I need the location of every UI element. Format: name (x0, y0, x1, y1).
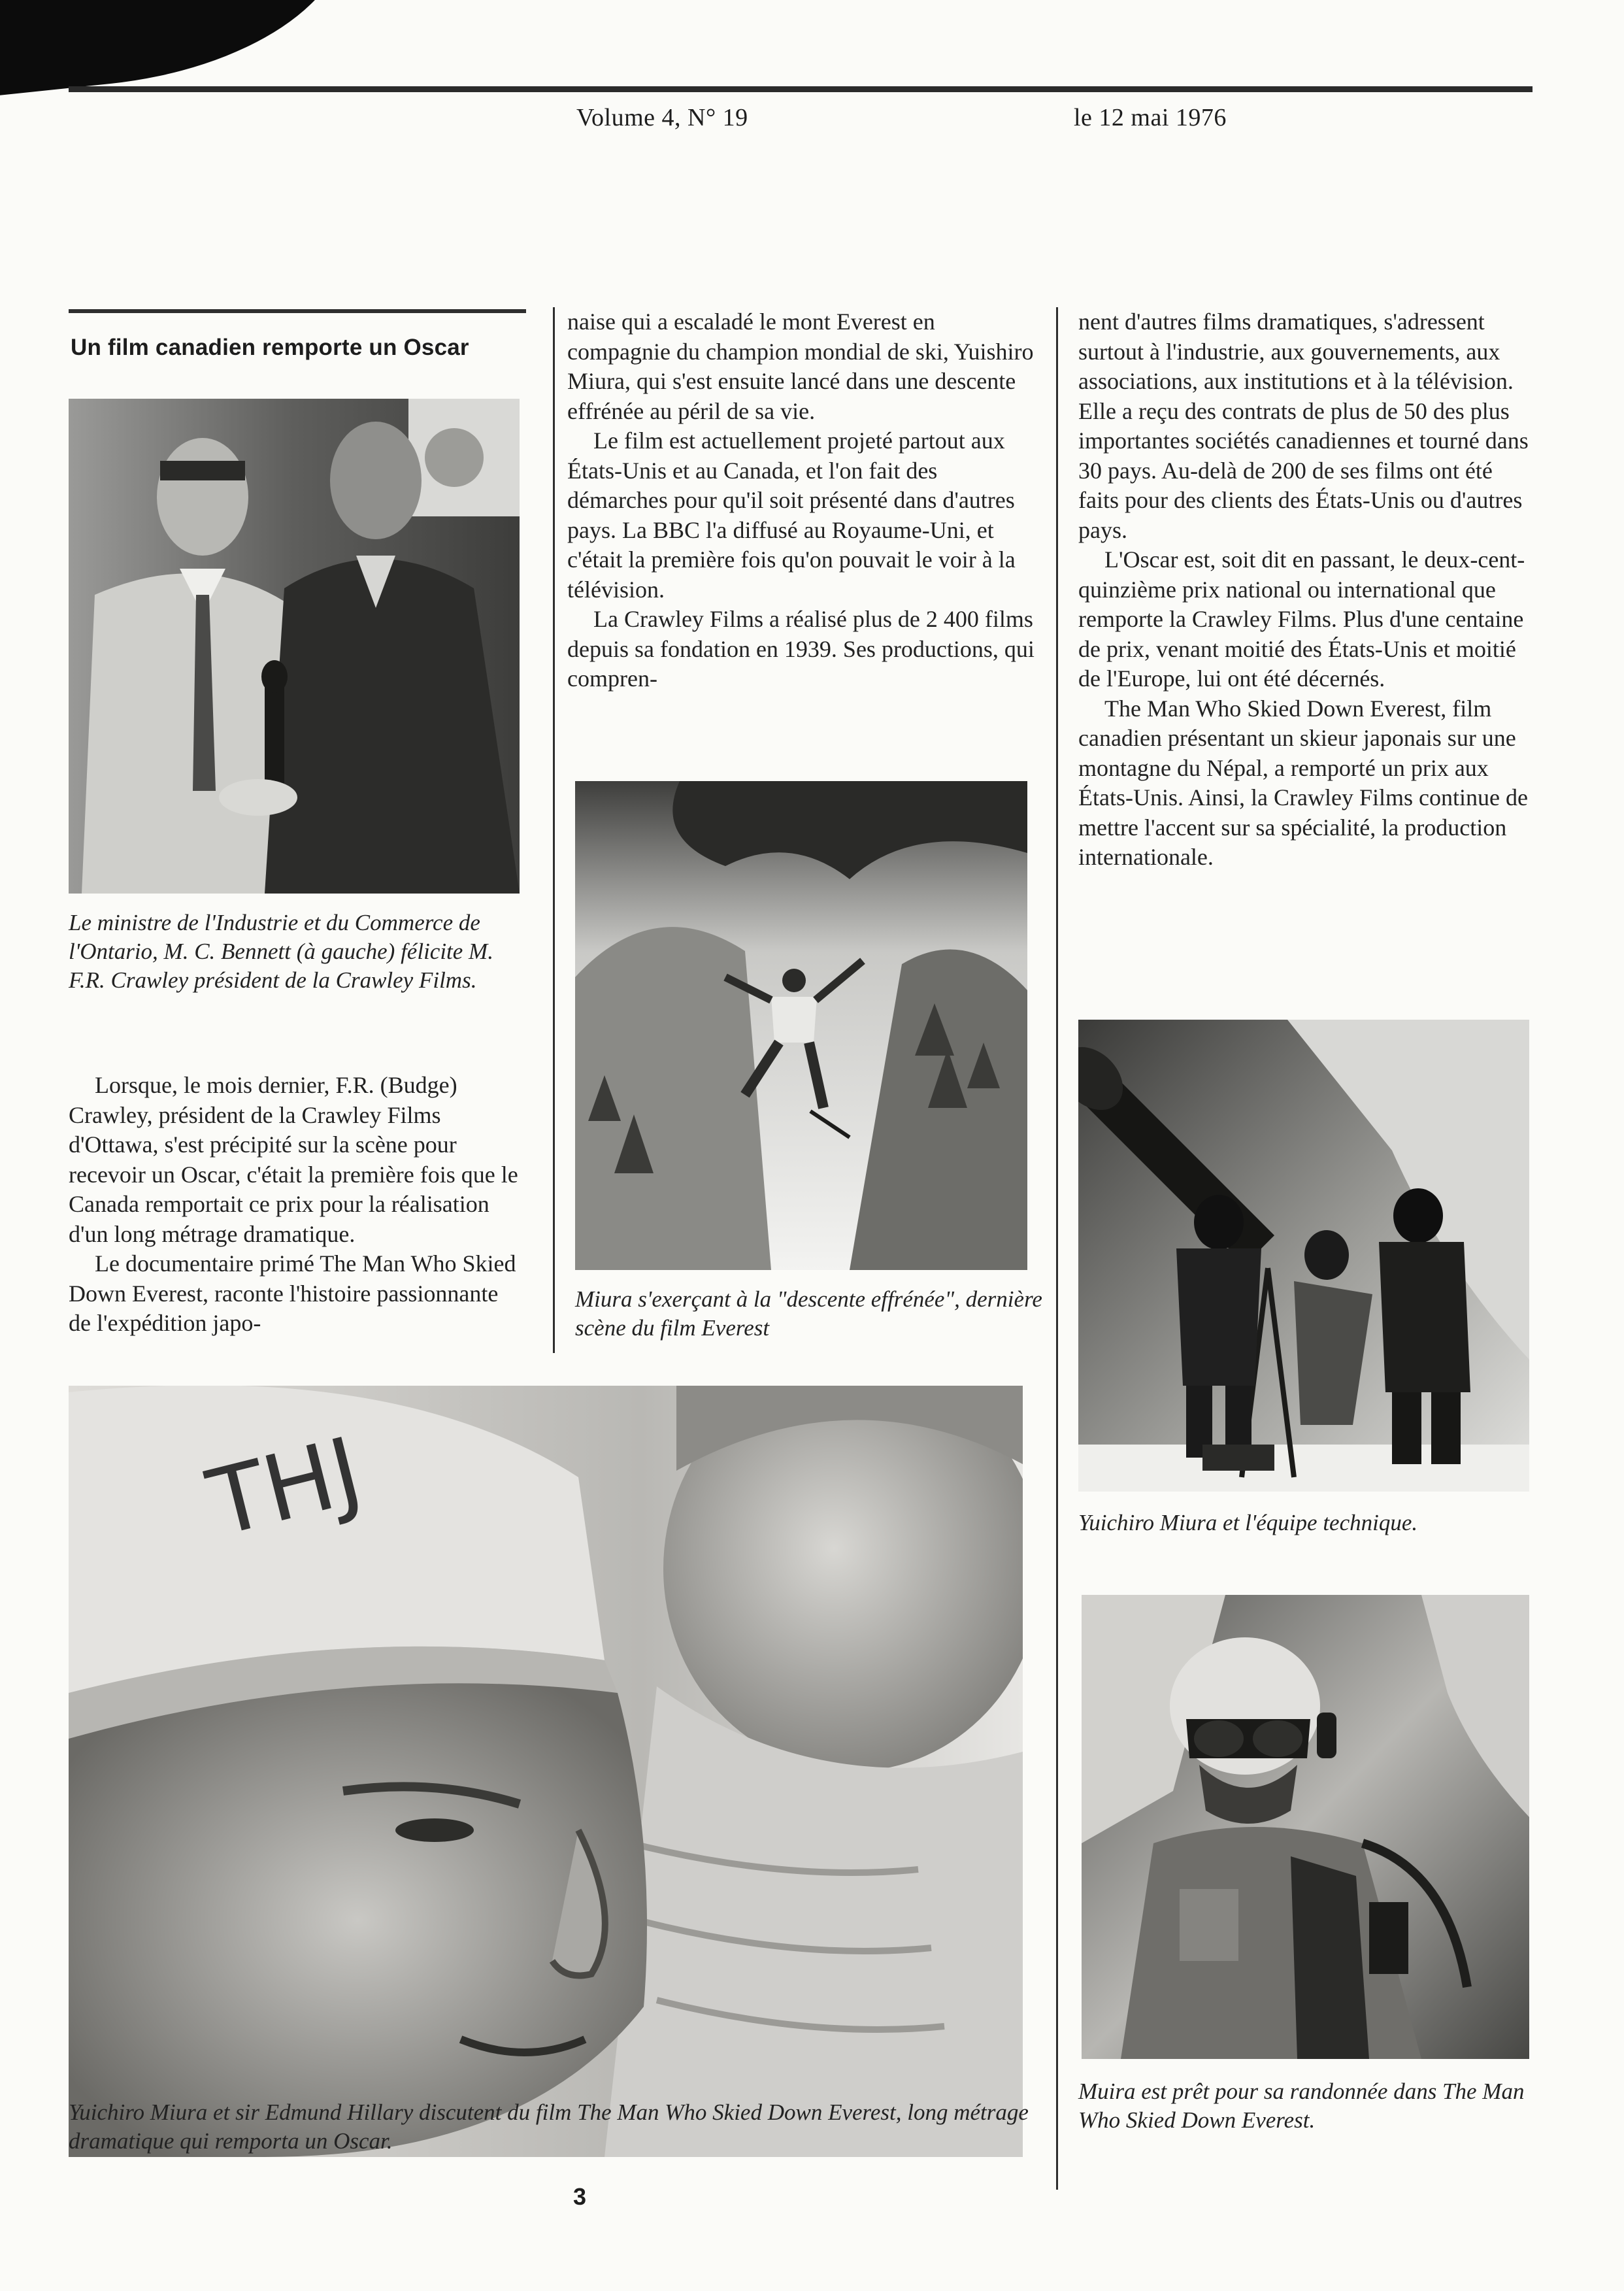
header-rule (69, 86, 1533, 92)
photo-miura-hillary (69, 1386, 1023, 2157)
article-column-1 (69, 1071, 526, 1339)
column-divider-2 (1056, 307, 1058, 2190)
col2-paragraph-2: Le film est actuellement projeté partout aux États-Unis et au Canada, et l'on fait des démarches pour qu'il soit présenté dans d'autres pays. La BBC l'a diffusé au Royaume-Uni, et c'était la première fois qu'on pouvait le voir à la télévision. (567, 427, 1016, 603)
column-divider-1 (553, 307, 555, 1353)
title-rule (69, 309, 526, 313)
col3-paragraph-3: The Man Who Skied Down Everest, film canadien présentant un skieur japonais sur une montagne du Népal, a remporté un prix aux États-Unis. Ainsi, la Crawley Films continue de mettre l'accent sur sa spécialité, la production internationale. (1078, 695, 1528, 870)
col3-paragraph-1: nent d'autres films dramatiques, s'adressent surtout à l'industrie, aux gouvernements, aux associations, aux institutions et à la télévision. Elle a reçu des contrats de plus de 50 des plus importantes sociétés canadiennes et tourné dans 30 pays. Au-delà de 200 de ses films ont été faits pour des clients des États-Unis ou d'autres pays. (1078, 309, 1529, 543)
issue-date: le 12 mai 1976 (1074, 104, 1227, 131)
article-title: Un film canadien remporte un Oscar (71, 335, 469, 360)
col3-paragraph-2: L'Oscar est, soit dit en passant, le deux-cent-quinzième prix national ou international que remporte la Crawley Films. Plus d'une centaine de prix, venant moitié des États-Unis et moitié de l'Europe, lui ont été décernés. (1078, 546, 1525, 692)
col2-paragraph-3: La Crawley Films a réalisé plus de 2 400 films depuis sa fondation en 1939. Ses productions, qui compren- (567, 606, 1035, 692)
caption-oscar-photo: Le ministre de l'Industrie et du Commerce de l'Ontario, M. C. Bennett (à gauche) félicite M. F.R. Crawley président de la Crawley Films. (69, 910, 493, 993)
photo-skier-jump (575, 781, 1027, 1270)
photo-technical-crew (1078, 1020, 1529, 1492)
page-number: 3 (573, 2183, 587, 2210)
caption-ski-photo: Miura s'exerçant à la "descente effrénée", dernière scène du film Everest (575, 1286, 1042, 1341)
caption-hillary-photo: Yuichiro Miura et sir Edmund Hillary discutent du film The Man Who Skied Down Everest, long métrage dramatique qui remporta un Oscar. (69, 2099, 1029, 2154)
caption-crew-photo: Yuichiro Miura et l'équipe technique. (1078, 1510, 1418, 1535)
cap-scrawl: THJ (198, 1417, 372, 1558)
col2-paragraph-1: naise qui a escaladé le mont Everest en compagnie du champion mondial de ski, Yuishiro Miura, qui s'est ensuite lancé dans une descente effrénée au péril de sa vie. (567, 309, 1034, 424)
photo-oscar-presentation (69, 399, 520, 894)
scan-blot (0, 0, 359, 99)
article-column-3 (1078, 307, 1529, 873)
photo-miura-gear (1082, 1595, 1529, 2059)
col1-paragraph-1: Lorsque, le mois dernier, F.R. (Budge) Crawley, président de la Crawley Films d'Ottawa, s'est précipité sur la scène pour recevoir un Oscar, c'était la première fois que le Canada remportait ce prix pour la réalisation d'un long métrage dramatique. (69, 1072, 518, 1247)
volume-number: Volume 4, N° 19 (576, 104, 748, 131)
col1-paragraph-2: Le documentaire primé The Man Who Skied Down Everest, raconte l'histoire passionnante de l'expédition japo- (69, 1250, 516, 1336)
article-column-2 (567, 307, 1035, 694)
caption-gear-photo: Muira est prêt pour sa randonnée dans The Man Who Skied Down Everest. (1078, 2079, 1525, 2133)
